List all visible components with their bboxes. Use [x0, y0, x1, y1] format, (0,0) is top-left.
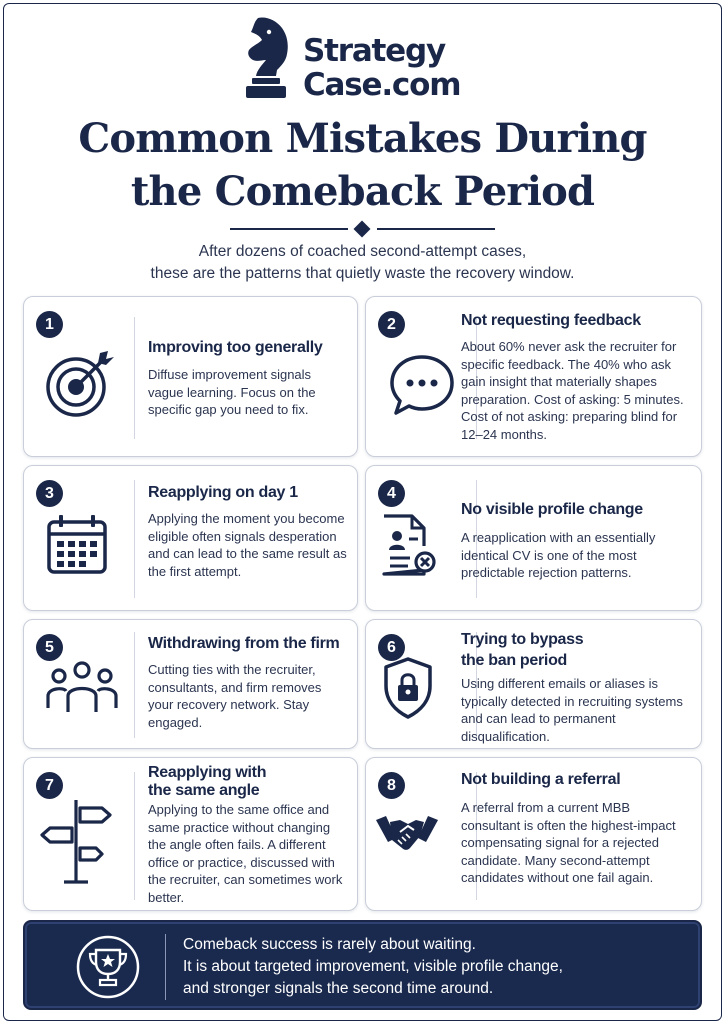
card-body: Diffuse improvement signals vague learning. Focus on the specific gap you need to fix. — [148, 367, 316, 417]
mistake-card-8 — [365, 757, 702, 911]
card-number: 2 — [378, 311, 405, 338]
mistake-card-4 — [365, 465, 702, 611]
handshake-icon — [374, 810, 440, 858]
footer-line-3: and stronger signals the second time around. — [183, 980, 494, 997]
card-number: 3 — [36, 480, 63, 507]
card-number: 1 — [36, 311, 63, 338]
card-title: Not building a referral — [461, 771, 621, 788]
people-group-icon — [44, 660, 120, 716]
card-body: Applying the moment you become eligible often signals desperation and can lead to the same result as the first attempt. — [148, 511, 347, 579]
mistake-card-5 — [23, 619, 358, 749]
signpost-icon — [38, 796, 114, 886]
card-number: 6 — [378, 634, 405, 661]
card-title: No visible profile change — [461, 501, 643, 518]
chess-knight-icon — [236, 14, 296, 102]
calendar-icon — [44, 512, 110, 578]
card-body: Cutting ties with the recruiter, consultants, and firm removes your recovery network. Stay engaged. — [148, 662, 322, 730]
page-title-line-1: Common Mistakes During — [78, 115, 647, 162]
speech-bubble-icon — [386, 347, 458, 419]
card-title: Reapplying on day 1 — [148, 484, 298, 501]
card-number: 5 — [36, 634, 63, 661]
footer-line-1: Comeback success is rarely about waiting. — [183, 936, 476, 953]
brand-line-2: Case.com — [303, 67, 461, 103]
profile-document-icon — [380, 512, 436, 578]
card-body: A referral from a current MBB consultant is often the highest-impact compensating signal for a rejected candidate. Many second-attempt candidates without one fail again. — [461, 800, 676, 885]
card-body: Applying to the same office and same practice without changing the angle often fails. A different office or practice, discussed with the recruiter, can sometimes work better. — [148, 802, 343, 905]
footer-banner — [23, 920, 702, 1010]
card-title: Not requesting feedback — [461, 312, 641, 329]
card-number: 4 — [378, 480, 405, 507]
card-title: Improving too generally — [148, 339, 323, 356]
shield-lock-icon — [382, 656, 434, 720]
card-divider — [134, 632, 135, 738]
trophy-icon — [75, 934, 141, 1000]
intro-line-1: After dozens of coached second-attempt cases, — [198, 243, 527, 260]
card-title: Withdrawing from the firm — [148, 635, 340, 652]
mistake-card-6 — [365, 619, 702, 749]
mistake-card-2 — [365, 296, 702, 457]
footer-line-2: It is about targeted improvement, visible profile change, — [183, 958, 563, 975]
mistake-card-7 — [23, 757, 358, 911]
card-number: 8 — [378, 772, 405, 799]
footer-divider — [165, 934, 166, 1000]
card-body: About 60% never ask the recruiter for specific feedback. The 40% who ask gain insight that materially shapes preparation. Cost of asking: 5 minutes. Cost of not asking: preparing blind for 12–24 months. — [461, 339, 684, 442]
card-body: A reapplication with an essentially identical CV is one of the most predictable rejection patterns. — [461, 530, 656, 580]
mistake-card-3 — [23, 465, 358, 611]
title-divider-left — [230, 228, 348, 230]
target-icon — [44, 347, 116, 419]
card-title-line-1: Trying to bypass — [461, 631, 584, 648]
brand-line-1: Strategy — [303, 33, 445, 69]
card-divider — [134, 317, 135, 439]
card-body: Using different emails or aliases is typically detected in recruiting systems and can lead to permanent disqualification. — [461, 676, 683, 744]
card-title-line-2: the ban period — [461, 652, 568, 669]
card-divider — [134, 480, 135, 598]
card-number: 7 — [36, 772, 63, 799]
brand-logo — [236, 12, 486, 104]
intro-line-2: these are the patterns that quietly waste the recovery window. — [150, 265, 575, 282]
card-title-line-2: the same angle — [148, 782, 260, 799]
card-divider — [134, 772, 135, 900]
title-divider-right — [377, 228, 495, 230]
card-title-line-1: Reapplying with — [148, 764, 267, 781]
mistake-card-1 — [23, 296, 358, 457]
page-title-line-2: the Comeback Period — [130, 168, 595, 215]
